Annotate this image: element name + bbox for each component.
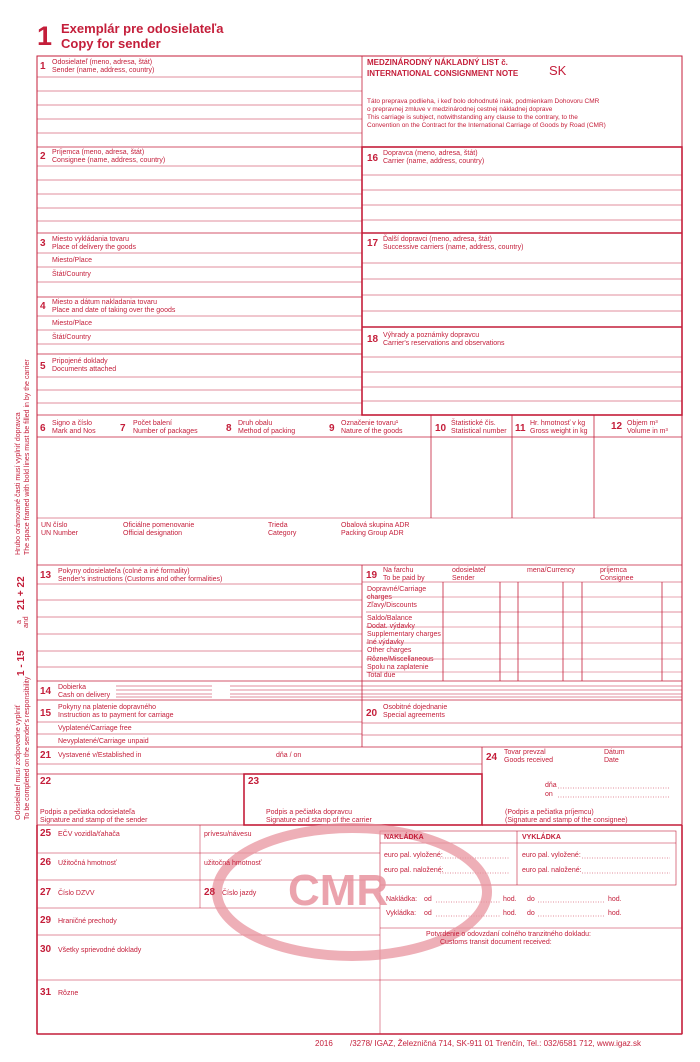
box4-label-en: Place and date of taking over the goods (52, 307, 176, 314)
cmr-country-code: SK (549, 63, 567, 78)
box5-label-en: Documents attached (52, 366, 117, 373)
goods-received-sk: Tovar prevzal (504, 749, 546, 756)
box14-label-en: Cash on delivery (58, 692, 111, 699)
un-number-label-en: UN Number (41, 530, 78, 537)
box18-label-en: Carrier's reservations and observations (383, 340, 505, 347)
date-dna-label: dňa (545, 782, 557, 789)
box10-label-sk: Štatistické čís. (451, 420, 496, 427)
box3-place-label: Miesto/Place (52, 257, 93, 264)
unloading-to-label: do (527, 910, 535, 917)
date-on-label: on (545, 791, 553, 798)
box30-number: 30 (40, 944, 52, 955)
side-note-sender-sk: Odosielateľ musí zodpovedne vyplniť (15, 704, 22, 820)
box4-country-label: Štát/Country (52, 334, 91, 341)
box11-label-sk: Hr. hmotnosť v kg (530, 420, 586, 427)
box23-number: 23 (248, 776, 260, 787)
loading-from-label: od (424, 896, 432, 903)
box16-label-en: Carrier (name, address, country) (383, 158, 485, 165)
payload-label: Užitočná hmotnosť (58, 860, 117, 867)
box7-label-sk: Počet balení (133, 420, 172, 427)
box14-number: 14 (40, 686, 52, 697)
box29-number: 29 (40, 915, 52, 926)
loading-to-hours: hod. (608, 896, 622, 903)
side-note-sender-en: To be completed on the sender's responsibility (24, 676, 31, 820)
box16-number: 16 (367, 153, 379, 164)
box15-label-en: Instruction as to payment for carriage (58, 712, 174, 719)
consignee-col-sk: príjemca (600, 567, 627, 574)
carrier-signature-en: Signature and stamp of the carrier (266, 817, 372, 824)
box17-label-en: Successive carriers (name, address, country) (383, 244, 524, 251)
charge-row-label: Supplementary charges (367, 631, 441, 638)
box8-label-en: Method of packing (238, 428, 296, 435)
charge-row-label: Dodat. výdavky (367, 623, 415, 630)
box20-label-en: Special agreements (383, 712, 445, 719)
charge-row-label: Other charges (367, 647, 412, 654)
box3-label-en: Place of delivery the goods (52, 244, 137, 251)
class-label-en: Category (268, 530, 297, 537)
loading-pallets-loaded: euro pal. naložené: (384, 867, 444, 874)
box18-label-sk: Výhrady a poznámky dopravcu (383, 332, 480, 339)
box6-number: 6 (40, 423, 46, 434)
box15-label-sk: Pokyny na platenie dopravného (58, 704, 157, 711)
box11-label-en: Gross weight in kg (530, 428, 588, 435)
date-label-sk: Dátum (604, 749, 625, 756)
charge-row-label: Iné výdavky (367, 639, 404, 646)
box5-label-sk: Pripojené doklady (52, 358, 108, 365)
box13-label-en: Sender's instructions (Customs and other formalities) (58, 576, 223, 583)
side-note-carrier-en: The space framed with bold lines must be filled in by the carrier (24, 359, 31, 555)
vehicle-reg-label: EČV vozidla/ťahača (58, 831, 120, 838)
box17-label-sk: Ďalší dopravci (meno, adresa, štát) (383, 236, 492, 243)
copy-title-en: Copy for sender (61, 36, 161, 51)
box26-number: 26 (40, 857, 52, 868)
box4-number: 4 (40, 301, 46, 312)
trailer-reg-label: prívesu/návesu (204, 831, 252, 838)
box15-number: 15 (40, 708, 52, 719)
cmr-title-sk: MEDZINÁRODNÝ NÁKLADNÝ LIST č. (367, 58, 508, 67)
box12-label-sk: Objem m³ (627, 420, 658, 427)
box14-label-sk: Dobierka (58, 684, 87, 691)
box9-label-en: Nature of the goods (341, 428, 403, 435)
box10-number: 10 (435, 423, 447, 434)
cmr-title-en: INTERNATIONAL CONSIGNMENT NOTE (367, 69, 519, 78)
box13-label-sk: Pokyny odosielateľa (colné a iné formality) (58, 568, 190, 575)
unloading-header: VYKLÁDKA (522, 834, 561, 841)
consignee-signature-sk: (Podpis a pečiatka príjemcu) (505, 809, 594, 816)
side-range-1-15: 1 - 15 (16, 650, 27, 676)
sender-signature-en: Signature and stamp of the sender (40, 817, 148, 824)
date-label-en: Date (604, 757, 619, 764)
cmr-notice-line: Convention on the Contract for the International Carriage of Goods by Road (CMR) (367, 122, 606, 129)
box10-label-en: Statistical number (451, 428, 507, 435)
transit-doc-en: Customs transit document received: (440, 939, 552, 946)
box20-label-sk: Osobitné dojednanie (383, 704, 448, 711)
side-and-sk: a (16, 620, 23, 624)
box18-number: 18 (367, 334, 379, 345)
footer-year: 2016 (315, 1039, 333, 1048)
side-range-21-22: 21 + 22 (16, 576, 27, 610)
cmr-watermark-text: CMR (288, 866, 389, 915)
box21-number: 21 (40, 750, 52, 761)
box19-label-sk: Na farchu (383, 567, 414, 574)
un-number-label-sk: UN číslo (41, 522, 68, 529)
box3-label-sk: Miesto vykládania tovaru (52, 236, 130, 243)
packing-group-en: Packing Group ADR (341, 530, 404, 537)
box1-number: 1 (40, 61, 46, 72)
unloading-time-label: Vykládka: (386, 910, 417, 917)
established-on-label: dňa / on (276, 752, 302, 759)
box2-label-en: Consignee (name, address, country) (52, 157, 166, 164)
unloading-from-label: od (424, 910, 432, 917)
unloading-to-hours: hod. (608, 910, 622, 917)
sender-col-sk: odosielateľ (452, 567, 486, 574)
carrier-signature-sk: Podpis a pečiatka dopravcu (266, 809, 352, 816)
box3-country-label: Štát/Country (52, 271, 91, 278)
loading-time-label: Nakládka: (386, 896, 418, 903)
accompanying-docs-label: Všetky sprievodné doklady (58, 947, 142, 954)
charge-row-label: Spolu na zaplatenie (367, 664, 429, 671)
box9-number: 9 (329, 423, 335, 434)
box6-label-en: Mark and Nos (52, 428, 96, 435)
box8-number: 8 (226, 423, 232, 434)
copy-number: 1 (37, 21, 53, 51)
loading-from-hours: hod. (503, 896, 517, 903)
box19-number: 19 (366, 570, 378, 581)
box5-number: 5 (40, 361, 46, 372)
box3-number: 3 (40, 238, 46, 249)
trip-number-label: Číslo jazdy (222, 890, 257, 897)
box7-label-en: Number of packages (133, 428, 198, 435)
charge-row-label: Dopravné/Carriage (367, 586, 427, 593)
box19-label-en: To be paid by (383, 575, 425, 582)
established-in-label: Vystavené v/Established in (58, 752, 142, 759)
box7-number: 7 (120, 423, 126, 434)
copy-title-sk: Exemplár pre odosielateľa (61, 21, 224, 36)
charge-row-label: Zľavy/Discounts (367, 602, 417, 609)
trailer-payload-label: užitočná hmotnosť (204, 860, 262, 867)
box9-label-sk: Označenie tovaru¹ (341, 420, 399, 427)
charge-row-label: charges (367, 594, 392, 601)
official-designation-sk: Oficiálne pomenovanie (123, 522, 195, 529)
currency-col: mena/Currency (527, 567, 575, 574)
box1-label-sk: Odosielateľ (meno, adresa, štát) (52, 59, 153, 66)
box12-label-en: Volume in m³ (627, 428, 668, 435)
charge-row-label: Saldo/Balance (367, 615, 413, 622)
box11-number: 11 (515, 423, 526, 434)
box2-number: 2 (40, 151, 46, 162)
box27-number: 27 (40, 887, 52, 898)
box1-label-en: Sender (name, address, country) (52, 67, 155, 74)
carriage-unpaid-label: Nevyplatené/Carriage unpaid (58, 738, 149, 745)
miscellaneous-label: Rôzne (58, 990, 79, 997)
charge-row-label: Total due (367, 672, 396, 679)
consignee-col-en: Consignee (600, 575, 634, 582)
unloading-from-hours: hod. (503, 910, 517, 917)
goods-received-en: Goods received (504, 757, 554, 764)
class-label-sk: Trieda (268, 522, 288, 529)
loading-to-label: do (527, 896, 535, 903)
box4-label-sk: Miesto a dátum nakladania tovaru (52, 299, 158, 306)
box22-number: 22 (40, 776, 52, 787)
sender-col-en: Sender (452, 575, 475, 582)
box25-number: 25 (40, 828, 52, 839)
border-crossings-label: Hraničné prechody (58, 918, 117, 925)
cmr-notice-line: Táto preprava podlieha, i keď bolo dohodnuté inak, podmienkam Dohovoru CMR (367, 98, 600, 105)
packing-group-sk: Obalová skupina ADR (341, 522, 410, 529)
loading-pallets-unloaded: euro pal. vyložené: (384, 852, 443, 859)
dzvv-number-label: Číslo DZVV (58, 890, 95, 897)
box16-label-sk: Dopravca (meno, adresa, štát) (383, 150, 478, 157)
official-designation-en: Official designation (123, 530, 183, 537)
charge-row-label: Rôzne/Miscellaneous (367, 656, 434, 663)
box24-number: 24 (486, 752, 498, 763)
side-and-en: and (23, 616, 30, 628)
box4-place-label: Miesto/Place (52, 320, 93, 327)
cmr-notice-line: This carriage is subject, notwithstanding any clause to the contrary, to the (367, 114, 578, 121)
carriage-free-label: Vyplatené/Carriage free (58, 725, 132, 732)
box12-number: 12 (611, 421, 623, 432)
box6-label-sk: Signo a číslo (52, 420, 93, 427)
loading-header: NAKLÁDKA (384, 834, 424, 841)
unloading-pallets-unloaded: euro pal. vyložené: (522, 852, 581, 859)
sender-signature-sk: Podpis a pečiatka odosielateľa (40, 809, 136, 816)
box2-label-sk: Príjemca (meno, adresa, štát) (52, 149, 145, 156)
box20-number: 20 (366, 708, 378, 719)
box17-number: 17 (367, 238, 379, 249)
box31-number: 31 (40, 987, 52, 998)
footer-publisher: /3278/ IGAZ, Železničná 714, SK-911 01 Trenčín, Tel.: 032/6581 712, www.igaz.sk (350, 1039, 641, 1048)
box8-label-sk: Druh obalu (238, 420, 273, 427)
side-note-carrier-sk: Hrubo orámované časti musí vyplniť dopravca (15, 412, 22, 555)
cmr-notice-line: o prepravnej zmluve v medzinárodnej cestnej nákladnej doprave (367, 106, 553, 113)
consignee-signature-en: (Signature and stamp of the consignee) (505, 817, 628, 824)
unloading-pallets-loaded: euro pal. naložené: (522, 867, 582, 874)
box28-number: 28 (204, 887, 216, 898)
box13-number: 13 (40, 570, 52, 581)
transit-doc-sk: Potvrdenie o odovzdaní colného tranzitného dokladu: (426, 931, 592, 938)
